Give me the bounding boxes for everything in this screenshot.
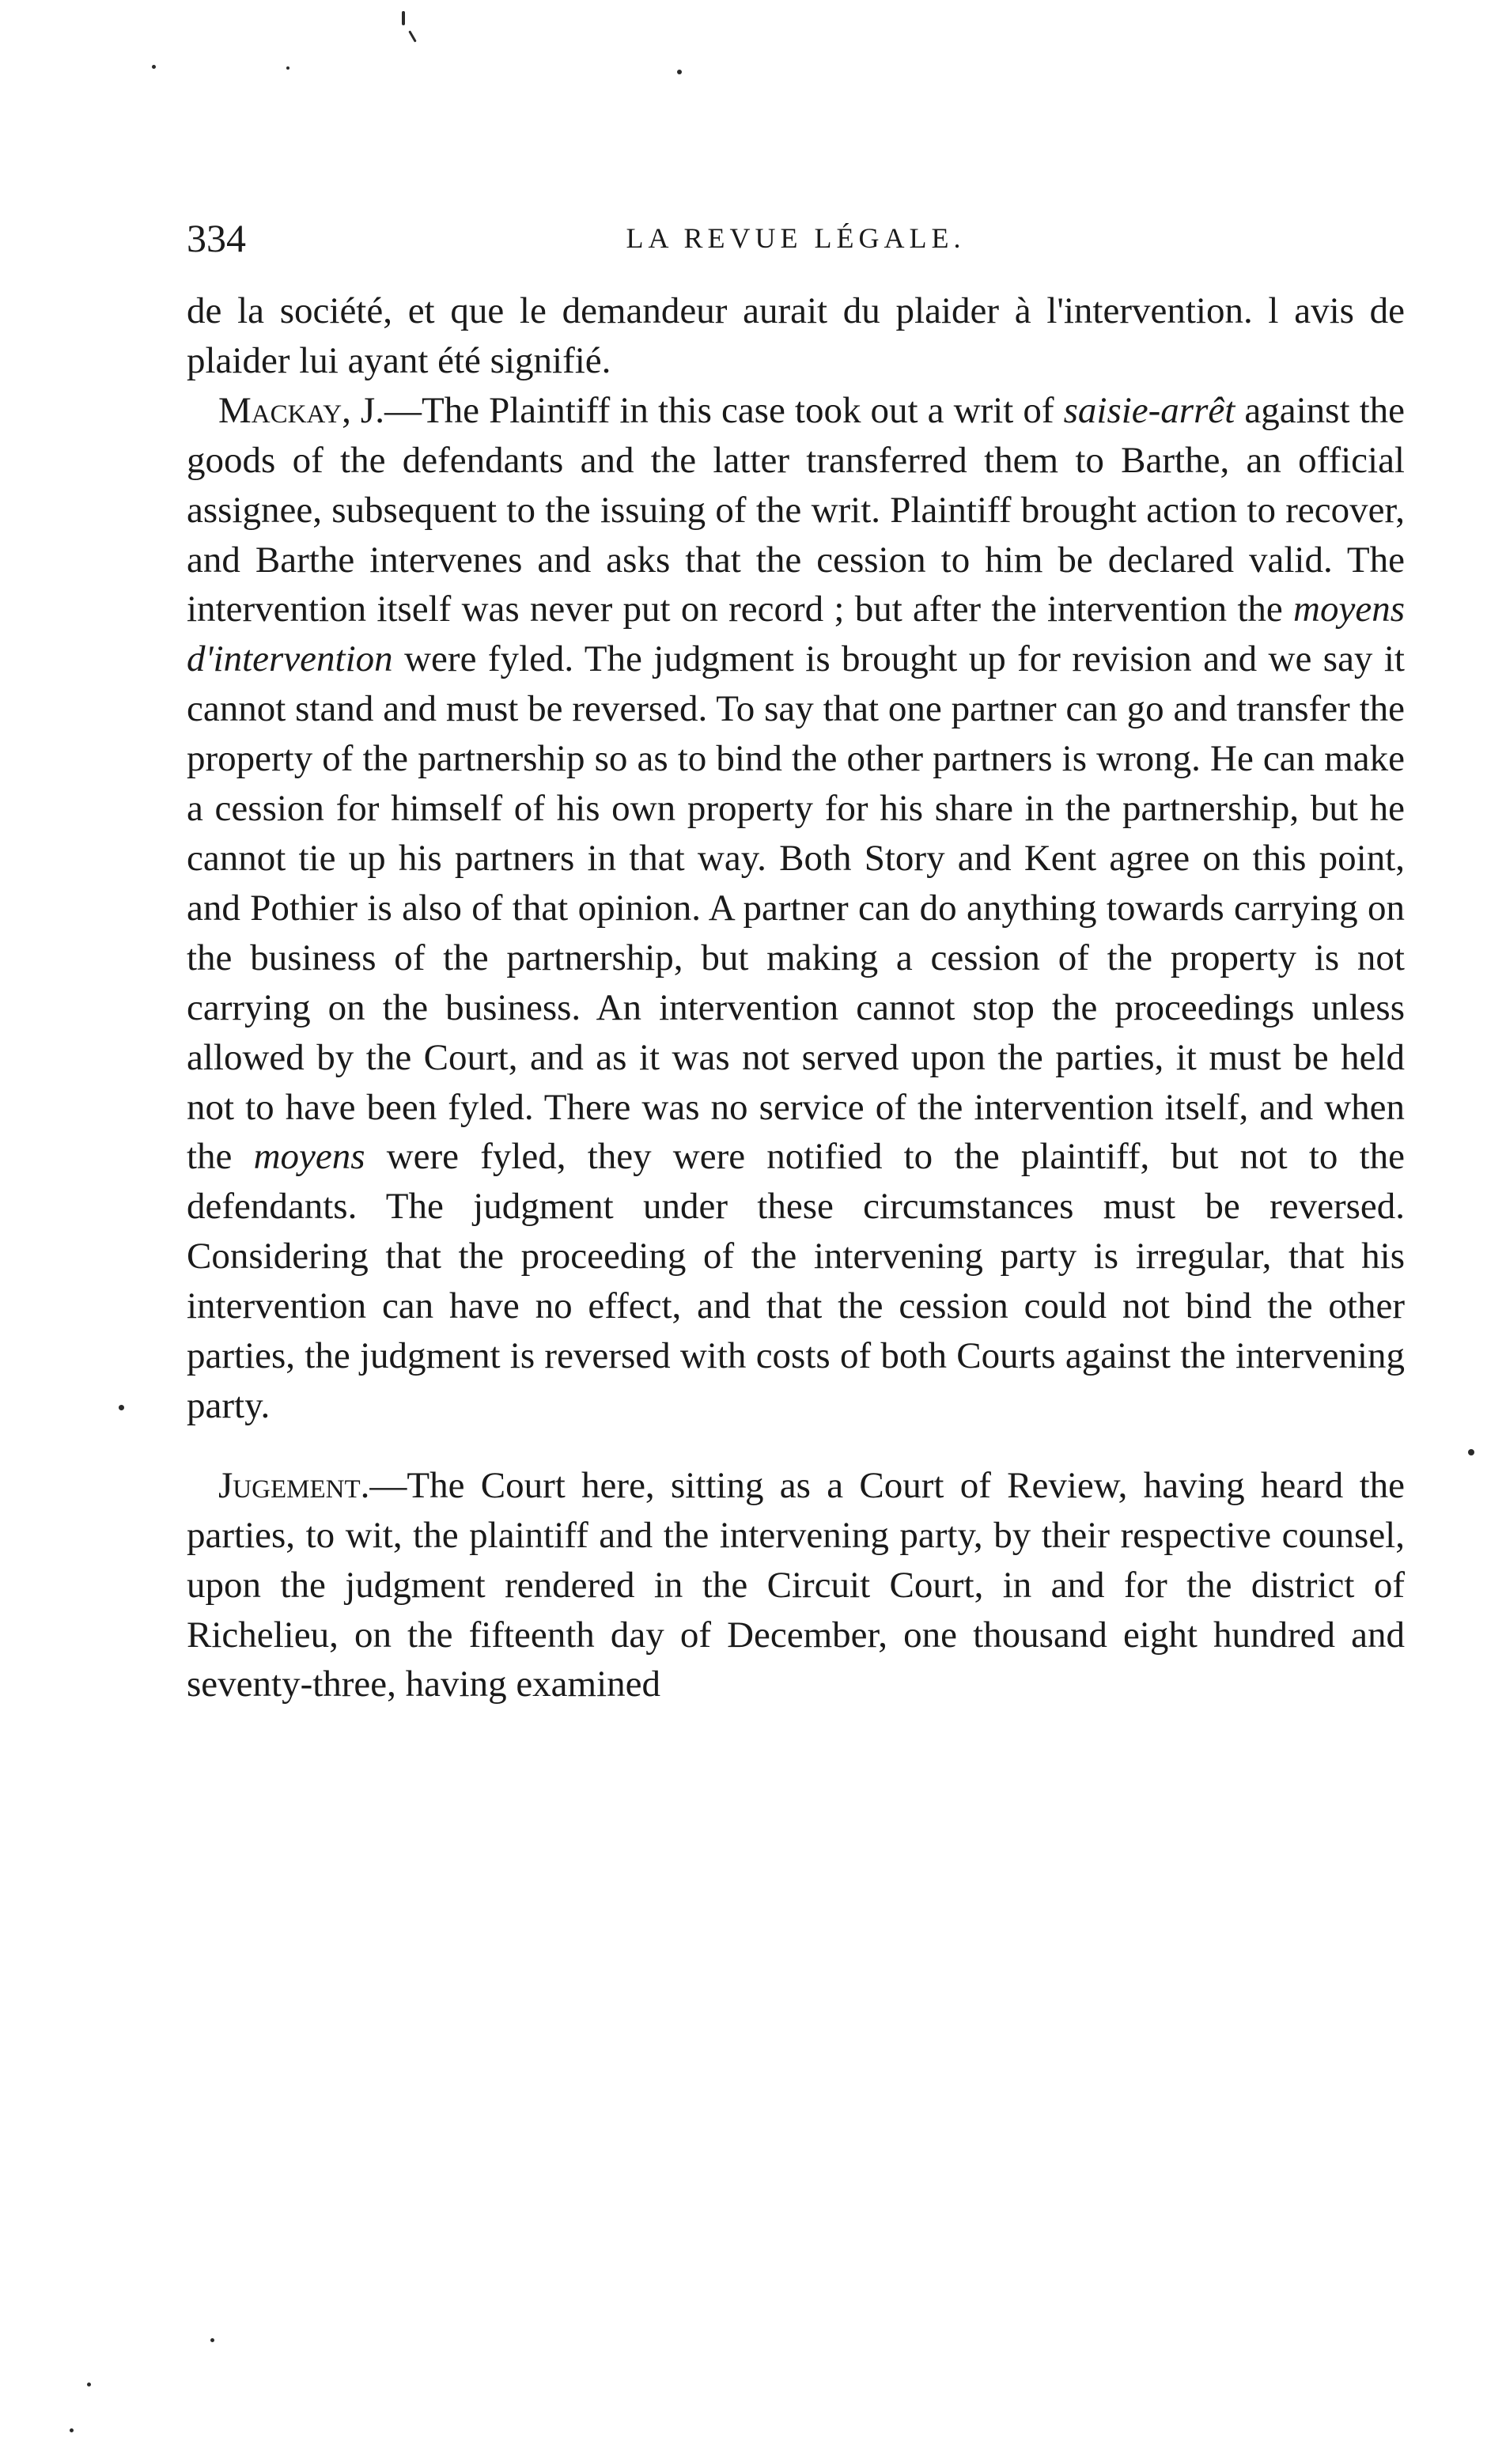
scan-speck — [402, 11, 405, 25]
header-title: LA REVUE LÉGALE. — [626, 222, 966, 254]
running-head — [187, 210, 1405, 266]
paragraph-text: against the goods of the defendants and the latter transferred them to Barthe, an official assignee, subsequent to the issuing of the writ. Plaintiff brought action to recover, and Barthe intervenes and asks that the cession to him be declared valid. The intervention itself was never put on record ; but after the intervention the — [187, 389, 1405, 630]
body-text — [187, 286, 1405, 1709]
paragraph-text: were fyled, they were notified to the plaintiff, but not to the defendants. The judgment under these circumstances must be reversed. Considering that the proceeding of the intervening party is irregular, that his intervention can have no effect, and that the cession could not bind the other parties, the judgment is reversed with costs of both Courts against the intervening party. — [187, 1136, 1405, 1426]
italic-term: moyens — [253, 1136, 365, 1178]
italic-term: moyens d'intervention — [187, 589, 1405, 680]
scan-speck — [70, 2428, 74, 2432]
paragraph-text: were fyled. The judgment is brought up for revision and we say it cannot stand and must be reversed. To say that one partner can go and transfer the property of the partnership so as to bind the other partners is wrong. He can make a cession for himself of his own property for his share in the partnership, but he cannot tie up his partners in that way. Both Story and Kent agree on this point, and Pothier is also of that opinion. A partner can do anything towards carrying on the business of the partnership, but making a cession of the property is not carrying on the business. An intervention cannot stop the proceedings unless allowed by the Court, and as it was not served upon the parties, it must be held not to have been fyled. There was no service of the intervention itself, and when the — [187, 638, 1405, 1178]
paragraph-judgment-opinion — [187, 386, 1405, 1431]
scan-speck — [87, 2383, 91, 2386]
paragraph-jugement — [187, 1461, 1405, 1710]
scan-speck — [119, 1405, 124, 1410]
scan-speck — [210, 2338, 214, 2342]
paragraph-gap — [187, 1431, 1405, 1461]
scan-speck — [286, 66, 289, 70]
paragraph-continuation — [187, 286, 1405, 386]
italic-term: saisie-arrêt — [1063, 389, 1235, 431]
jugement-heading: Jugement. — [218, 1464, 370, 1506]
paragraph-text: de la société, et que le demandeur aurait du plaider à l'intervention. l avis de plaider lui ayant été signifié. — [187, 290, 1405, 381]
page-number: 334 — [187, 216, 246, 260]
scan-speck — [1468, 1449, 1474, 1455]
scan-speck — [408, 30, 417, 42]
paragraph-text: —The Plaintiff in this case took out a writ of — [384, 389, 1064, 431]
scan-speck — [152, 65, 156, 69]
paragraph-text: —The Court here, sitting as a Court of Review, having heard the parties, to wit, the plaintiff and the intervening party, by their respective counsel, upon the judgment rendered in the Circuit Court, in and for the district of Richelieu, on the fifteenth day of December, one thousand eight hundred and seventy-three, having examined — [187, 1464, 1405, 1705]
judge-name: Mackay, J. — [218, 389, 384, 431]
scan-speck — [677, 70, 682, 74]
